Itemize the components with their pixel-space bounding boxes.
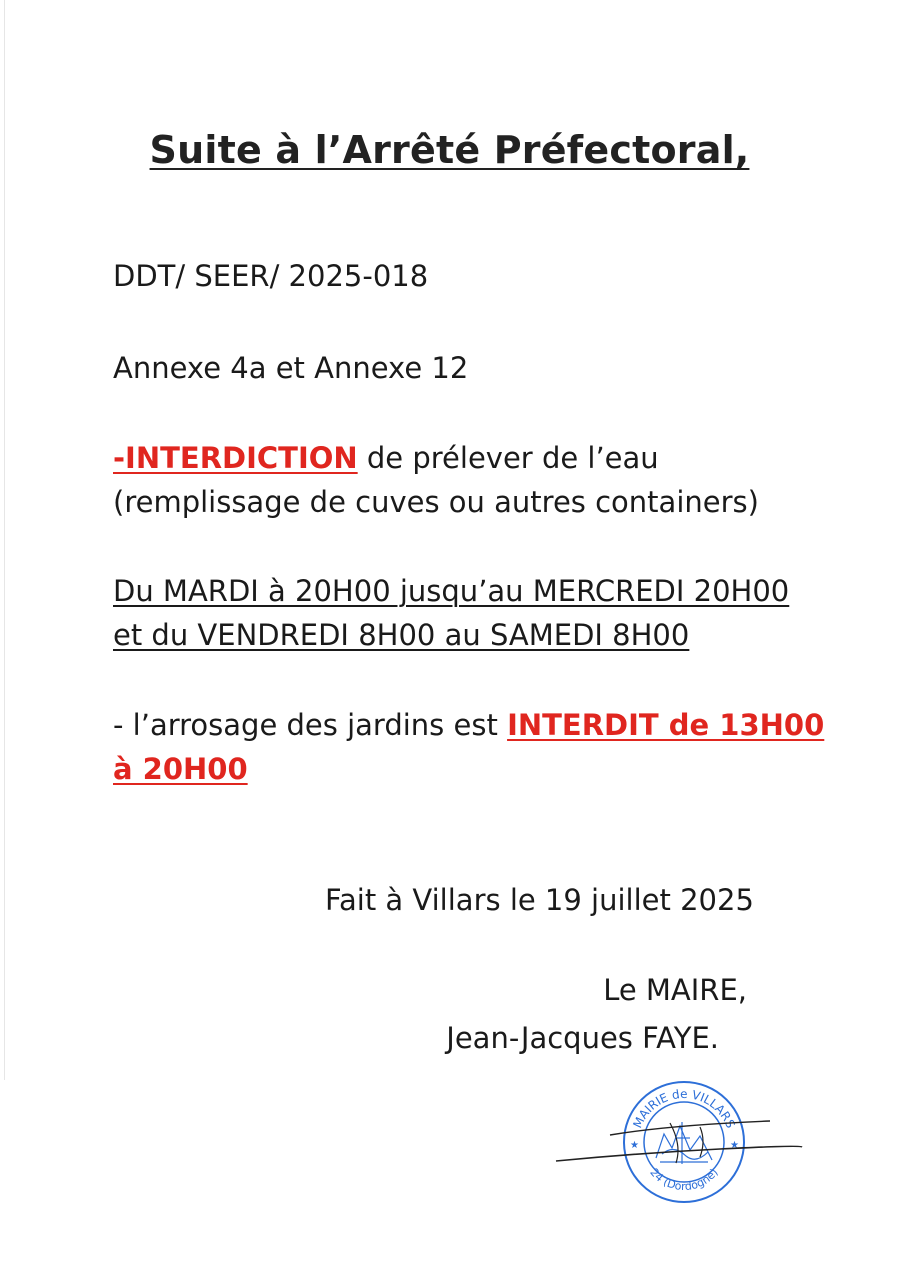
interdiction-text: de prélever de l’eau bbox=[357, 441, 659, 475]
interdiction-line-2: (remplissage de cuves ou autres containers) bbox=[113, 485, 759, 519]
arrosage-highlight-2: à 20H00 bbox=[113, 752, 248, 786]
schedule-line-1: Du MARDI à 20H00 jusqu’au MERCREDI 20H00 bbox=[113, 574, 790, 608]
annexes-line: Annexe 4a et Annexe 12 bbox=[113, 351, 469, 385]
schedule-line-2: et du VENDREDI 8H00 au SAMEDI 8H00 bbox=[113, 618, 690, 652]
arrosage-line-2 bbox=[113, 747, 248, 791]
stamp-top-text: MAIRIE de VILLARS bbox=[630, 1086, 738, 1131]
interdiction-line-1 bbox=[113, 436, 659, 480]
stamp-star-left-icon: ★ bbox=[630, 1140, 639, 1151]
page-title bbox=[0, 128, 899, 172]
signatory-name: Jean-Jacques FAYE. bbox=[446, 1021, 719, 1055]
arrosage-highlight-1: INTERDIT de 13H00 bbox=[507, 708, 825, 742]
arrosage-prefix: - l’arrosage des jardins est bbox=[113, 708, 508, 742]
signatory-role: Le MAIRE, bbox=[603, 973, 747, 1007]
signature-graphic bbox=[550, 1105, 810, 1175]
reference-line: DDT/ SEER/ 2025-018 bbox=[113, 259, 429, 293]
arrosage-line-1 bbox=[113, 703, 824, 747]
made-at-line: Fait à Villars le 19 juillet 2025 bbox=[325, 883, 754, 917]
interdiction-label: -INTERDICTION bbox=[113, 441, 358, 475]
stamp-star-right-icon: ★ bbox=[730, 1140, 739, 1151]
title-text: Suite à l’Arrêté Préfectoral, bbox=[149, 128, 750, 172]
stamp-bottom-text: 24 (Dordogne) bbox=[647, 1165, 721, 1194]
